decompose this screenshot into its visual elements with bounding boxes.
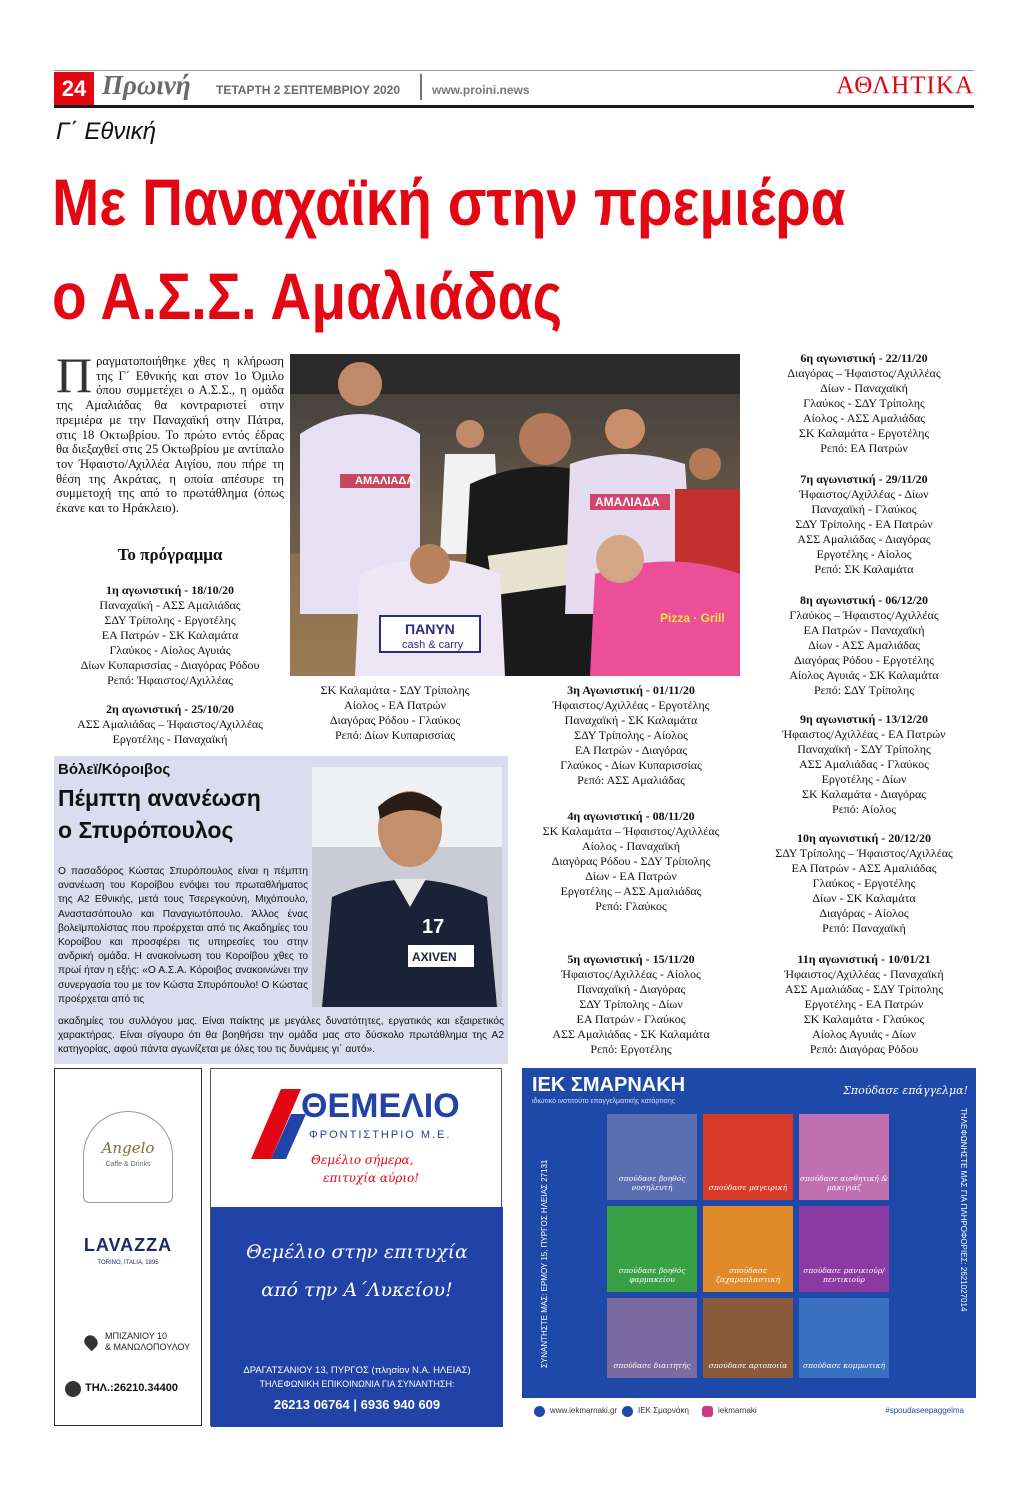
iek-tile-label: σπούδασε μαγειρική [708,1183,788,1192]
fixture: Αίολος Αγυιάς - Δίων [812,1027,916,1041]
round-2 [56,702,284,747]
iek-address-vertical: ΣΥΝΑΝΤΗΣΤΕ ΜΑΣ: ΕΡΜΟΥ 15, ΠΥΡΓΟΣ ΗΛΕΙΑΣ 27131 [540,1159,549,1368]
iek-tile-label: σπούδασε αισθητική & μακιγιάζ [800,1174,888,1192]
player-number: 17 [422,916,445,938]
fixture: Εργοτέλης - Παναχαϊκή [112,732,228,746]
cafe-phone[interactable]: ΤΗΛ.:26210.34400 [85,1382,178,1394]
fixture: ΣΔΥ Τρίπολης - Δίων [579,997,683,1011]
volley-kicker: Βόλεϊ/Κόροιβος [58,761,171,778]
lavazza-sub: TORINO, ITALIA, 1895 [97,1260,159,1266]
headline-line-2: ο Α.Σ.Σ. Αμαλιάδας [52,259,563,333]
round-9 [752,712,976,817]
fixture: Εργοτέλης – ΑΣΣ Αμαλιάδας [560,884,702,898]
iek-tiles-grid [607,1114,889,1378]
iek-tile-label: σπούδασε βοηθός νοσηλευτή [618,1174,686,1192]
fixture: Δίων Κυπαρισσίας - Διαγόρας Ρόδου [80,658,260,672]
phone-icon [65,1381,81,1397]
basketball-team-photo [290,354,740,676]
fixture: Δίων - ΣΚ Καλαμάτα [812,891,916,905]
volley-title-line-2: ο Σπυρόπουλος [58,817,234,843]
jersey-text-center: ΑΜΑΛΙΑΔΑ [595,495,660,509]
schedule-title: Το πρόγραμμα [117,545,223,564]
newspaper-brand: Πρωινή [102,70,191,100]
bye: Ρεπό: Αίολος [832,802,896,816]
bye: Ρεπό: Διαγόρας Ρόδου [809,1042,919,1056]
fixture: Δίων - Παναχαϊκή [820,381,908,395]
fixture: Ήφαιστος/Αχιλλέας - Παναχαϊκή [784,967,944,981]
fixture: Διαγόρας Ρόδου - ΣΔΥ Τρίπολης [551,854,711,868]
lavazza-logo: LAVAZZA [83,1235,173,1255]
header-separator [420,74,422,100]
round-6 [752,351,976,456]
round-10 [752,831,976,936]
iek-tile [799,1114,889,1200]
fixture: ΣΔΥ Τρίπολης – Ήφαιστος/Αχιλλέας [775,846,953,860]
bye: Ρεπό: Παναχαϊκή [822,921,906,935]
fixture: Αίολος - Παναχαϊκή [581,839,681,853]
fixture: Ήφαιστος/Αχιλλέας - Αίολος [561,967,701,981]
fixture: ΣΚ Καλαμάτα - ΣΔΥ Τρίπολης [320,683,470,697]
fixture: Διαγόρας - Αίολος [819,906,909,920]
bye: Ρεπό: Δίων Κυπαρισσίας [334,728,456,742]
themelio-address: ΔΡΑΓΑΤΣΑΝΙΟΥ 13, ΠΥΡΓΟΣ (πλησίον Ν.Α. ΗΛΕΙΑΣ) [243,1365,471,1376]
article-kicker: Γ΄ Εθνική [56,118,157,145]
round-title: 2η αγωνιστική - 25/10/20 [106,702,234,716]
intro-text: ραγματοποιήθηκε χθες η κλήρωση της Γ΄ Εθνικής και στον 1ο Όμιλο όπου συμμετέχει ο Α.Σ.Σ., η ομάδα της Αμαλιάδας θα κοντραριστεί στην πρεμιέρα με την Παναχαϊκή στην Πάτρα, στις 18 Οκτωβρίου. Το πρώτο εντός έδρας θα διεξαχθεί στις 25 Οκτωβρίου με αντίπαλο τον Ήφαιστο/Αχιλλέα Αιγίου, που πήρε τη θέση της Ακράτας, η οποία απέσυρε τη συμμετοχή της από το πρωτάθλημα (όπως έκανε και το Ηράκλειο). [56,354,284,516]
bye: Ρεπό: ΣΔΥ Τρίπολης [813,683,915,697]
iek-footer [522,1398,976,1426]
fixture: Γλαύκος - ΣΔΥ Τρίπολης [803,396,925,410]
volley-body-part-1: Ο πασαδόρος Κώστας Σπυρόπουλος είναι η πέμπτη ανανέωση του Κοροίβου ενόψει του πρωταθλήματος της Α2 Εθνικής, μετά τους Τσερεγκούνη, Μιχόπουλο, Αναστασόπουλο και Παναγιωτόπουλο. Άλλος ένας βολεϊμπολίστας που προέρχεται από τις Ακαδημίες του Κοροίβου και προσφέρει τις υπηρεσίες του στην ανδρική ομάδα. Η ανακοίνωση του Κοροίβου χθες το πρωί ήταν η εξής: «Ο Α.Σ.Α. Κόροιβος ανακοινώνει την συνεργασία του με τον Κώστα Σπυρόπουλο! Ο Κώστας προέρχεται από τις [58,866,308,1005]
themelio-name: ΘΕΜΕΛΙΟ [301,1087,460,1125]
iek-phone-vertical: ΤΗΛΕΦΩΝΗΣΤΕ ΜΑΣ ΓΙΑ ΠΛΗΡΟΦΟΡΙΕΣ: 2621027014 [959,1108,968,1312]
jersey-sponsor-sub: cash & carry [402,639,464,651]
cafe-sub: Caffe & Drinks [105,1161,151,1168]
fixture: ΣΔΥ Τρίπολης - ΕΑ Πατρών [795,517,933,531]
themelio-contact-label: ΤΗΛΕΦΩΝΙΚΗ ΕΠΙΚΟΙΝΩΝΙΑ ΓΙΑ ΣΥΝΑΝΤΗΣΗ: [259,1379,455,1389]
iek-tile-label: σπούδασε ζαχαροπλαστική [715,1266,781,1284]
fixture: ΣΚ Καλαμάτα – Ήφαιστος/Αχιλλέας [542,824,720,838]
globe-icon [534,1406,545,1417]
fixture: Εργοτέλης - Δίων [821,772,907,786]
ad-themelio[interactable] [210,1068,502,1426]
jersey-sponsor: ΠΑΝΥΝ [405,621,455,637]
page-number: 24 [54,72,94,106]
round-7 [752,472,976,577]
round-title: 8η αγωνιστική - 06/12/20 [800,593,928,607]
themelio-blue-panel [211,1207,503,1427]
address-line-1: ΜΠΙΖΑΝΙΟΥ 10 [105,1331,168,1341]
header-rule [54,105,974,108]
jersey-sponsor-right: Pizza · Grill [660,611,725,625]
fixture: ΣΚ Καλαμάτα - Γλαύκος [803,1012,925,1026]
fixture: Αίολος - ΕΑ Πατρών [344,698,446,712]
cafe-address [105,1331,197,1353]
fixture: ΣΚ Καλαμάτα - Εργοτέλης [798,426,930,440]
iek-tile [703,1206,793,1292]
drop-cap: Π [56,347,93,403]
round-1 [56,583,284,688]
fixture: Εργοτέλης - ΕΑ Πατρών [804,997,924,1011]
iek-slogan: Σπούδασε επάγγελμα! [843,1084,968,1097]
volley-body-part-2: ακαδημίες του συλλόγου μας. Είναι παίκτης με μεγάλες δυνατότητες, εργατικός και εξαιρετικός χαρακτήρας. Είναι σίγουρο ότι θα βοηθήσει την ομάδα μας στο δύσκολο πρωτάθλημα της Α2 κατηγορίας, αφού πάντα αγωνίζεται με όλες του τις δυνάμεις γι΄ αυτό». [58,1016,504,1056]
fixture: Δίων - ΑΣΣ Αμαλιάδας [808,638,920,652]
issue-date: ΤΕΤΑΡΤΗ 2 ΣΕΠΤΕΜΒΡΙΟΥ 2020 [216,83,401,97]
iek-website[interactable]: www.iekmarnaki.gr [550,1406,618,1415]
fixture: ΕΑ Πατρών - Διαγόρας [574,743,688,757]
fixture: Παναχαϊκή - ΣΔΥ Τρίπολης [797,742,931,756]
cafe-frame [83,1111,173,1203]
round-title: 11η αγωνιστική - 10/01/21 [797,952,931,966]
themelio-phones[interactable]: 26213 06764 | 6936 940 609 [273,1397,441,1412]
fixture: ΣΚ Καλαμάτα - Διαγόρας [802,787,926,801]
round-11 [752,952,976,1057]
fixture: Διαγόρας – Ήφαιστος/Αχιλλέας [787,366,941,380]
bye: Ρεπό: Εργοτέλης [590,1042,672,1056]
round-4 [516,809,746,914]
themelio-slogan-1: Θεμέλιο σήμερα, [311,1153,414,1167]
iek-hashtag: #spoudaseepaggelma [885,1406,964,1415]
fixture: ΑΣΣ Αμαλιάδας - Γλαύκος [799,757,929,771]
fixture: ΕΑ Πατρών - ΣΚ Καλαμάτα [101,628,239,642]
bye: Ρεπό: ΣΚ Καλαμάτα [814,562,914,576]
section-name: ΑΘΛΗΤΙΚΑ [836,72,974,99]
iek-instagram[interactable]: iekmarnaki [718,1406,757,1415]
iek-tile [799,1298,889,1378]
fixture: Αίολος - ΑΣΣ Αμαλιάδας [802,411,926,425]
fixture: Ήφαιστος/Αχιλλέας - ΕΑ Πατρών [782,727,946,741]
iek-tile [703,1114,793,1200]
address-line-2: & ΜΑΝΩΛΟΠΟΥΛΟΥ [105,1342,191,1352]
fixture: ΕΑ Πατρών - ΑΣΣ Αμαλιάδας [791,861,937,875]
round-title: 3η Αγωνιστική - 01/11/20 [567,683,695,697]
iek-tile [703,1298,793,1378]
player-sponsor: AXIVEN [412,950,457,964]
iek-tile [607,1298,697,1378]
round-title: 6η αγωνιστική - 22/11/20 [800,351,928,365]
website-link[interactable]: www.proini.news [432,83,530,97]
round-5 [516,952,746,1057]
fixture: ΕΑ Πατρών - Γλαύκος [576,1012,686,1026]
iek-name: ΙΕΚ ΣΜΑΡΝΑΚΗ [532,1074,686,1096]
iek-left-vertical-wrap [524,1138,548,1368]
round-title: 9η αγωνιστική - 13/12/20 [800,712,928,726]
bye: Ρεπό: Ήφαιστος/Αχιλλέας [107,673,233,687]
fixture: Παναχαϊκή - ΑΣΣ Αμαλιάδας [99,598,241,612]
round-3 [516,683,746,788]
iek-tile-label: σπούδασε αρτοποιία [708,1361,788,1370]
bye: Ρεπό: ΑΣΣ Αμαλιάδας [577,773,685,787]
headline-line-1: Με Παναχαϊκή στην πρεμιέρα [52,165,846,239]
headline [52,155,852,343]
instagram-icon [702,1406,713,1417]
iek-tile [607,1114,697,1200]
themelio-blue-line-2: από την Α΄Λυκείου! [261,1279,453,1301]
fixture: Γλαύκος - Δίων Κυπαρισσίας [560,758,702,772]
round-title: 5η αγωνιστική - 15/11/20 [567,952,695,966]
iek-tile-label: σπούδασε μανικιούρ/πεντικιούρ [803,1266,885,1284]
volley-player-photo [312,767,502,1007]
round-title: 10η αγωνιστική - 20/12/20 [797,831,931,845]
cafe-name: Angelo [101,1139,155,1157]
fixture: ΑΣΣ Αμαλιάδας – Ήφαιστος/Αχιλλέας [77,717,263,731]
fixture: Εργοτέλης - Αίολος [816,547,912,561]
fixture: Γλαύκος – Ήφαιστος/Αχιλλέας [789,608,939,622]
themelio-blue-line-1: Θεμέλιο στην επιτυχία [246,1241,468,1263]
fixture: Παναχαϊκή - Διαγόρας [576,982,686,996]
iek-right-vertical-wrap [952,1108,974,1368]
ad-angelo[interactable] [54,1068,202,1426]
fixture: ΣΔΥ Τρίπολης - Εργοτέλης [104,613,236,627]
location-icon [82,1333,100,1351]
fixture: ΑΣΣ Αμαλιάδας - ΣΔΥ Τρίπολης [784,982,944,996]
iek-tile-label: σπούδασε βοηθός φαρμακείου [618,1266,686,1284]
fixture: Ήφαιστος/Αχιλλέας - Δίων [799,487,929,501]
round-8 [752,593,976,698]
fixture: ΑΣΣ Αμαλιάδας - ΣΚ Καλαμάτα [552,1027,710,1041]
round-title: 4η αγωνιστική - 08/11/20 [567,809,695,823]
fixture: Γλαύκος - Αίολος Αγυιάς [109,643,231,657]
jersey-text-left: ΑΜΑΛΙΑΔΑ [355,475,415,487]
round-2-continued [290,683,500,743]
volley-title [58,782,308,846]
header-top-rule [54,70,974,71]
themelio-slogan-2: επιτυχία αύριο! [323,1171,420,1185]
bye: Ρεπό: Γλαύκος [595,899,667,913]
fixture: Δίων - ΕΑ Πατρών [585,869,677,883]
ad-iek-smarnaki[interactable] [522,1068,976,1426]
fixture: ΣΔΥ Τρίπολης - Αίολος [574,728,688,742]
iek-tile [607,1206,697,1292]
bye: Ρεπό: ΕΑ Πατρών [820,441,908,455]
iek-tile [799,1206,889,1292]
fixture: Παναχαϊκή - ΣΚ Καλαμάτα [564,713,698,727]
fixture: Ήφαιστος/Αχιλλέας - Εργοτέλης [552,698,710,712]
fixture: ΑΣΣ Αμαλιάδας - Διαγόρας [797,532,931,546]
iek-facebook[interactable]: ΙΕΚ Σμαρνάκη [638,1406,689,1415]
round-title: 7η αγωνιστική - 29/11/20 [800,472,928,486]
fixture: Διαγόρας Ρόδου - Γλαύκος [329,713,461,727]
themelio-sub: ΦΡΟΝΤΙΣΤΗΡΙΟ Μ.Ε. [309,1129,452,1141]
fixture: Παναχαϊκή - Γλαύκος [811,502,917,516]
fixture: ΕΑ Πατρών - Παναχαϊκή [803,623,925,637]
round-title: 1η αγωνιστική - 18/10/20 [106,583,234,597]
facebook-icon [622,1406,633,1417]
fixture: Γλαύκος - Εργοτέλης [812,876,916,890]
article-intro [56,347,284,516]
iek-sub: ιδιωτικό ινστιτούτο επαγγελματικής κατάρτισης [532,1098,676,1105]
fixture: Διαγόρας Ρόδου - Εργοτέλης [793,653,935,667]
iek-tile-label: σπούδασε κομμωτική [802,1361,886,1370]
fixture: Αίολος Αγυιάς - ΣΚ Καλαμάτα [789,668,939,682]
volley-title-line-1: Πέμπτη ανανέωση [58,785,261,811]
iek-tile-label: σπούδασε διαιτητής [613,1361,691,1370]
